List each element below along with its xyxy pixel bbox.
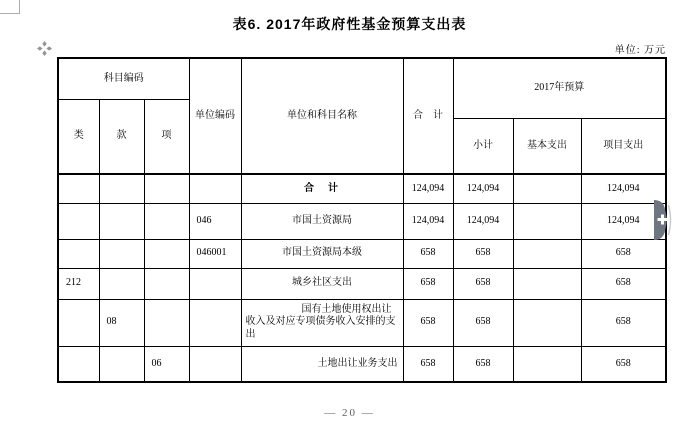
cell-subtotal: 658: [453, 299, 513, 346]
cell-class: [58, 299, 99, 346]
cell-class: [58, 346, 99, 382]
cell-item: [144, 299, 189, 346]
cell-basic: [513, 239, 581, 268]
cell-subtotal: 658: [453, 239, 513, 268]
cell-subtotal: 658: [453, 346, 513, 382]
cell-section: [99, 268, 144, 299]
cell-project: 658: [581, 299, 666, 346]
table-row: [58, 299, 666, 346]
table-move-icon[interactable]: [37, 41, 52, 56]
cell-name: 合 计: [241, 174, 403, 203]
cell-item: 06: [144, 346, 189, 382]
cell-section: [99, 239, 144, 268]
cell-basic: [513, 268, 581, 299]
cell-section: 08: [99, 299, 144, 346]
text-boundary-corner: [0, 0, 20, 14]
cell-project: 658: [581, 268, 666, 299]
cell-total: 124,094: [403, 203, 453, 239]
header-grand-total: 合 计: [403, 58, 453, 174]
header-class: 类: [58, 99, 99, 174]
unit-label: 单位: 万元: [614, 45, 666, 56]
cell-basic: [513, 299, 581, 346]
cell-item: [144, 239, 189, 268]
cell-project: 124,094: [581, 174, 666, 203]
header-item: 项: [144, 99, 189, 174]
cell-class: [58, 174, 99, 203]
cell-item: [144, 203, 189, 239]
cell-project: 124,094: [581, 203, 666, 239]
header-subtotal: 小计: [453, 118, 513, 174]
cell-section: [99, 346, 144, 382]
header-unit-code: 单位编码: [189, 58, 241, 174]
cell-basic: [513, 174, 581, 203]
cell-item: [144, 174, 189, 203]
table-row: [58, 239, 666, 268]
page-number: — 20 —: [324, 407, 375, 419]
cell-project: 658: [581, 346, 666, 382]
cell-section: [99, 203, 144, 239]
budget-table: [57, 57, 667, 383]
next-page-button[interactable]: [653, 197, 675, 243]
cell-subtotal: 658: [453, 268, 513, 299]
header-subject-code: 科目编码: [58, 58, 189, 99]
header-unit-subject-name: 单位和科目名称: [241, 58, 403, 174]
cell-unit-code: 046: [189, 203, 241, 239]
cell-class: [58, 203, 99, 239]
cell-item: [144, 268, 189, 299]
cell-unit-code: [189, 299, 241, 346]
cell-unit-code: [189, 268, 241, 299]
table-row: [58, 203, 666, 239]
header-budget-year: 2017年预算: [453, 58, 666, 118]
cell-total: 124,094: [403, 174, 453, 203]
cell-unit-code: [189, 346, 241, 382]
cell-class: 212: [58, 268, 99, 299]
cell-total: 658: [403, 239, 453, 268]
cell-name: 城乡社区支出: [241, 268, 403, 299]
cell-section: [99, 174, 144, 203]
cell-subtotal: 124,094: [453, 203, 513, 239]
cell-unit-code: [189, 174, 241, 203]
cell-project: 658: [581, 239, 666, 268]
table-row: [58, 268, 666, 299]
table-row: [58, 346, 666, 382]
header-section: 款: [99, 99, 144, 174]
table-row: [58, 174, 666, 203]
cell-name: 市国土资源局本级: [241, 239, 403, 268]
page-title: 表6. 2017年政府性基金预算支出表: [232, 16, 467, 32]
cell-basic: [513, 203, 581, 239]
cell-name: 市国土资源局: [241, 203, 403, 239]
cell-total: 658: [403, 268, 453, 299]
cell-basic: [513, 346, 581, 382]
cell-subtotal: 124,094: [453, 174, 513, 203]
cell-name: 国有土地使用权出让收入及对应专项债务收入安排的支出: [241, 299, 403, 346]
header-basic-expenditure: 基本支出: [513, 118, 581, 174]
cell-class: [58, 239, 99, 268]
header-row-top: [58, 58, 666, 99]
cell-total: 658: [403, 346, 453, 382]
cell-total: 658: [403, 299, 453, 346]
header-project-expenditure: 项目支出: [581, 118, 666, 174]
cell-unit-code: 046001: [189, 239, 241, 268]
cell-name: 土地出让业务支出: [241, 346, 403, 382]
